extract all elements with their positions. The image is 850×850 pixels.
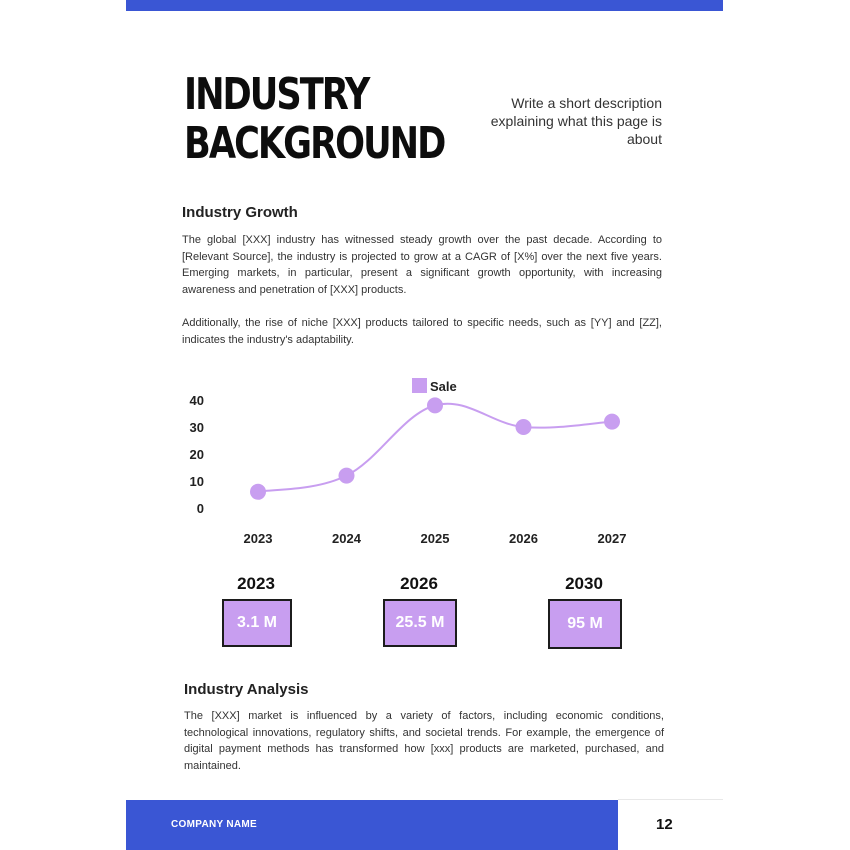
x-tick-label: 2025 [420,531,450,546]
legend-swatch-sale [412,378,427,393]
x-tick-label: 2024 [332,531,361,546]
title-line-2: BACKGROUND [184,118,445,169]
chart-canvas [176,372,706,557]
x-tick-label: 2026 [509,531,538,546]
document-page [126,0,723,850]
legend-label-sale: Sale [430,379,457,394]
y-tick-label: 10 [189,474,204,489]
data-point [604,414,620,430]
stat-value-1: 3.1 M [236,614,277,631]
stat-value-box-3 [548,599,622,649]
page-title [184,70,444,168]
sales-line-chart [176,372,706,557]
stat-year-2: 2026 [400,574,438,593]
data-point [516,419,532,435]
analysis-paragraph: The [XXX] market is influenced by a variety of factors, including economic conditions, technological innovations, regulatory shifts, and societal trends. For example, the emergence of digital payment methods has transformed how [xxx] products are marketed, purchased, and maintained. [184,710,664,773]
company-name: COMPANY NAME [171,819,258,830]
stat-year-3: 2030 [565,574,603,593]
top-accent-bar [126,0,723,11]
industry-growth-heading: Industry Growth [182,204,298,221]
y-tick-label: 20 [189,447,204,462]
y-tick-label: 0 [196,501,204,516]
stat-year-1: 2023 [237,574,275,593]
growth-paragraph-1: The global [XXX] industry has witnessed steady growth over the past decade. According to [Relevant Source], the industry is projected to grow at a CAGR of [X%] over the next five years. Emerging markets, in particular, present a significant growth opportunity, with increasing awareness and penetration of [XXX] products. [182,234,662,297]
data-point [427,397,443,413]
stat-value-box-2 [383,599,457,647]
y-tick-label: 40 [189,393,204,408]
footer-divider [618,799,723,800]
x-tick-label: 2027 [597,531,627,546]
data-point [250,484,266,500]
y-tick-label: 30 [189,420,204,435]
stat-value-2: 25.5 M [395,614,445,631]
stat-value-box-1 [222,599,292,647]
x-tick-label: 2023 [243,531,273,546]
title-line-1: INDUSTRY [184,69,369,120]
industry-analysis-heading: Industry Analysis [184,681,309,698]
data-point [339,468,355,484]
growth-paragraph-2: Additionally, the rise of niche [XXX] products tailored to specific needs, such as [YY] and [ZZ], indicates the industry's adaptability. [182,317,662,346]
stat-value-3: 95 M [567,615,603,632]
page-number: 12 [656,816,673,833]
footer-band [126,800,618,850]
series-line-sale [258,404,612,492]
page-description: Write a short description explaining what this page is about [490,95,662,147]
